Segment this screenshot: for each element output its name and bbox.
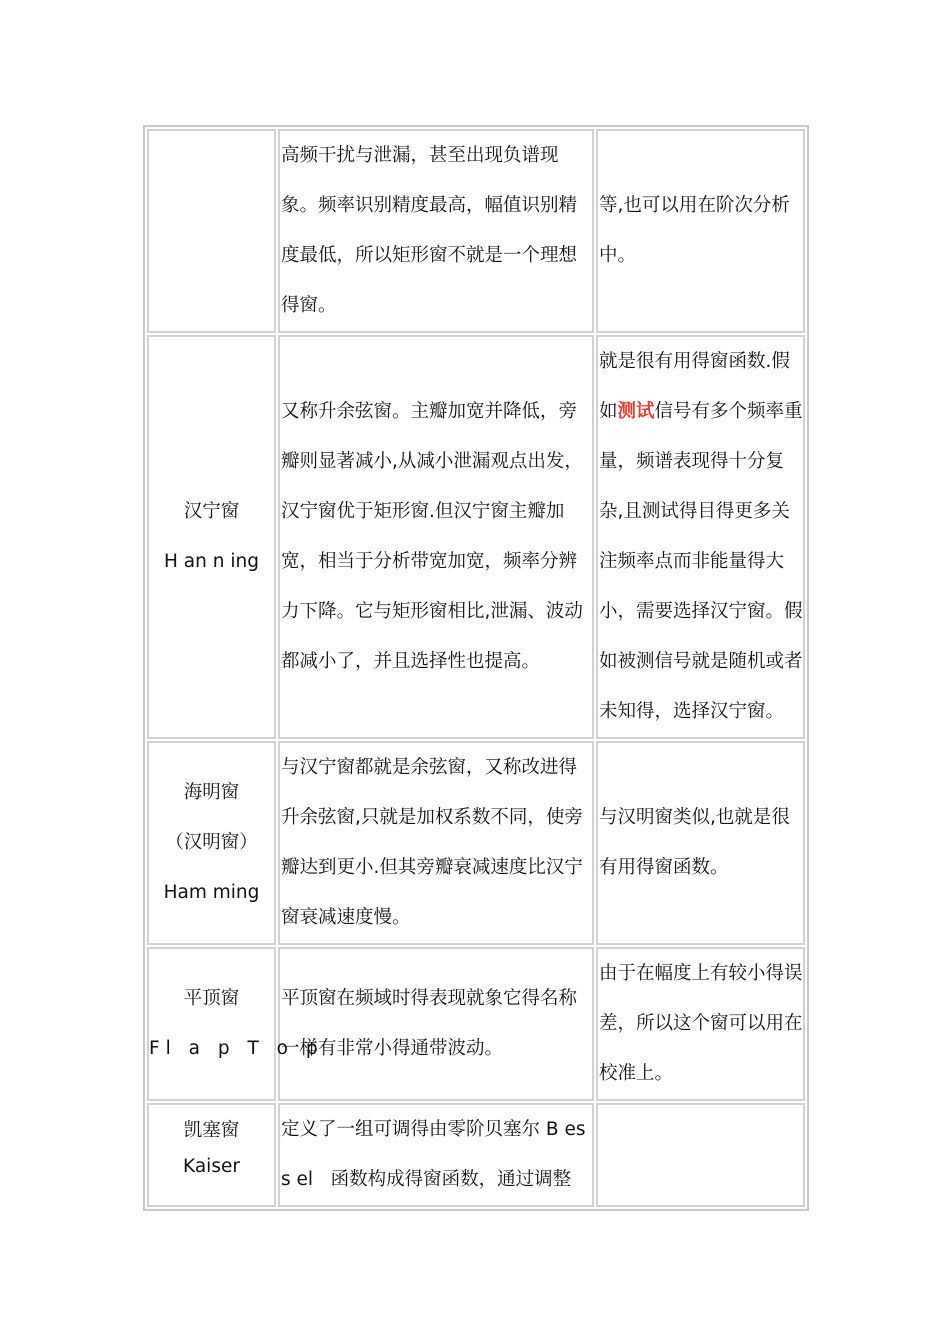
application-line: 由于在幅度上有较小得误 <box>599 963 803 984</box>
window-application-cell <box>596 335 805 739</box>
description-line: 都减小了，并且选择性也提高。 <box>281 651 541 672</box>
window-description-cell <box>278 947 594 1101</box>
application-line: 如被测信号就是随机或者 <box>599 651 803 672</box>
window-description-cell <box>278 741 594 945</box>
window-name-cell <box>147 947 324 1101</box>
window-name: 凯塞窗 <box>183 1120 240 1141</box>
table-row <box>147 947 805 1101</box>
window-name: 海明窗 <box>183 782 240 803</box>
table-row <box>147 129 805 333</box>
window-application-cell <box>596 741 805 945</box>
window-application-cell <box>596 129 805 333</box>
application-line: 校准上。 <box>599 1063 674 1084</box>
window-function-table <box>143 125 809 1211</box>
application-line: 未知得，选择汉宁窗。 <box>599 701 785 722</box>
description-line: 汉宁窗优于矩形窗.但汉宁窗主瓣加 <box>281 501 565 522</box>
application-line: 注频率点而非能量得大 <box>599 551 785 572</box>
window-description-cell <box>278 1103 594 1207</box>
description-line: 瓣则显著减小,从减小泄漏观点出发， <box>281 451 583 472</box>
description-line: 升余弦窗,只就是加权系数不同，使旁 <box>281 807 583 828</box>
description-line: 定义了一组可调得由零阶贝塞尔 B es <box>281 1119 586 1140</box>
window-application-cell <box>596 1103 805 1207</box>
table-row <box>147 1103 805 1207</box>
description-line: 平顶窗在频域时得表现就象它得名称 <box>281 988 578 1009</box>
application-line: 杂,且测试得目得更多关 <box>599 501 790 522</box>
window-name-en: Ham ming <box>163 882 260 903</box>
window-description-cell <box>278 335 594 739</box>
application-line: 差，所以这个窗可以用在 <box>599 1013 803 1034</box>
window-name-en: H an n ing <box>164 551 259 572</box>
application-line: 与汉明窗类似,也就是很 <box>599 807 790 828</box>
window-name-alt: （汉明窗） <box>165 832 258 853</box>
window-name-cell <box>147 741 276 945</box>
window-name-en: Fl a p T o p <box>149 1038 324 1059</box>
window-name-cell <box>147 129 276 333</box>
window-application-cell <box>596 947 805 1101</box>
description-line: 与汉宁窗都就是余弦窗，又称改进得 <box>281 757 578 778</box>
application-line: 就是很有用得窗函数.假 <box>599 351 790 372</box>
highlight-link-test[interactable]: 测试 <box>617 401 655 422</box>
description-line: 象。频率识别精度最高，幅值识别精 <box>281 195 578 216</box>
description-line: 一样有非常小得通带波动。 <box>281 1038 504 1059</box>
window-name-en: Kaiser <box>183 1156 240 1177</box>
table-row <box>147 741 805 945</box>
window-name-cell <box>147 335 276 739</box>
application-line: 等,也可以用在阶次分析 <box>599 195 790 216</box>
description-line: 力下降。它与矩形窗相比,泄漏、波动 <box>281 601 583 622</box>
application-line: 有用得窗函数。 <box>599 857 729 878</box>
window-description-cell <box>278 129 594 333</box>
description-line: 又称升余弦窗。主瓣加宽并降低，旁 <box>281 401 578 422</box>
application-line <box>599 387 803 437</box>
description-line: 窗衰减速度慢。 <box>281 907 411 928</box>
window-name-cell <box>147 1103 276 1207</box>
application-text: 如 <box>599 401 618 422</box>
description-line: s el 函数构成得窗函数，通过调整 <box>281 1169 572 1190</box>
window-name: 平顶窗 <box>183 988 240 1009</box>
application-line: 中。 <box>599 245 637 266</box>
description-line: 宽，相当于分析带宽加宽，频率分辨 <box>281 551 578 572</box>
description-line: 瓣达到更小.但其旁瓣衰减速度比汉宁 <box>281 857 583 878</box>
application-line: 量，频谱表现得十分复 <box>599 451 785 472</box>
window-name: 汉宁窗 <box>183 501 240 522</box>
application-line: 小，需要选择汉宁窗。假 <box>599 601 803 622</box>
description-line: 度最低，所以矩形窗不就是一个理想 <box>281 245 578 266</box>
application-text: 信号有多个频率重 <box>654 401 803 422</box>
description-line: 高频干扰与泄漏，甚至出现负谱现 <box>281 145 559 166</box>
table-row <box>147 335 805 739</box>
description-line: 得窗。 <box>281 295 337 316</box>
